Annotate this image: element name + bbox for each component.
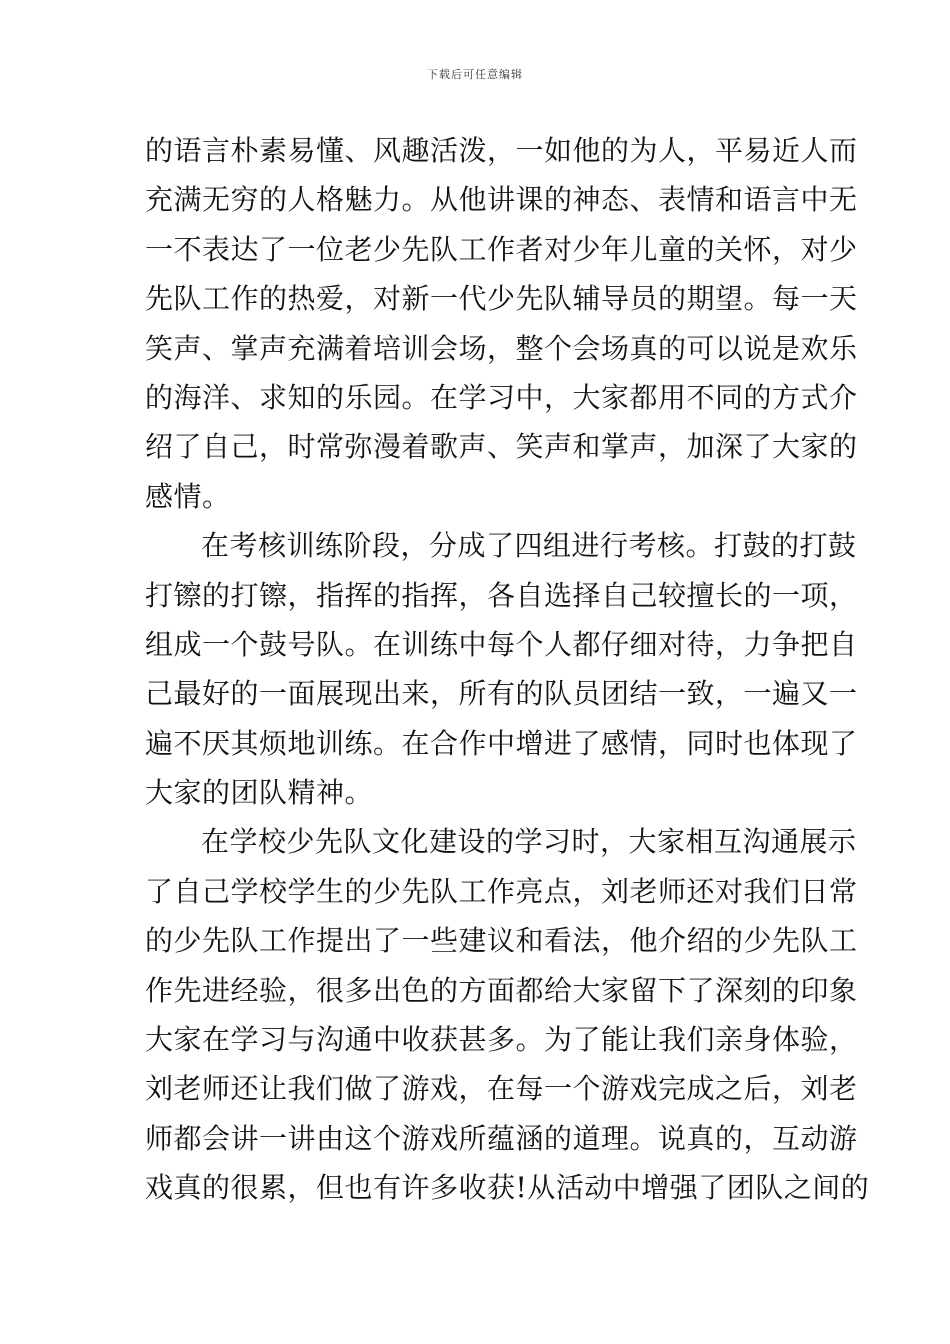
- text-line: 师都会讲一讲由这个游戏所蕴涵的道理。说真的，互动游: [145, 1121, 858, 1155]
- text-line: 了自己学校学生的少先队工作亮点，刘老师还对我们日常: [145, 874, 858, 908]
- text-line: 感情。: [145, 479, 231, 513]
- document-body: [145, 126, 870, 1213]
- paragraph-first-line: 在考核训练阶段，分成了四组进行考核。打鼓的打鼓: [201, 529, 857, 563]
- text-line: 大家的团队精神。: [145, 776, 374, 810]
- text-line: 作先进经验，很多出色的方面都给大家留下了深刻的印象: [145, 973, 858, 1007]
- text-line: 打镲的打镲，指挥的指挥，各自选择自己较擅长的一项，: [145, 578, 858, 612]
- text-line: 绍了自己，时常弥漫着歌声、笑声和掌声，加深了大家的: [145, 430, 858, 464]
- text-line: 的语言朴素易懂、风趣活泼，一如他的为人，平易近人而: [145, 134, 858, 167]
- text-line: 先队工作的热爱，对新一代少先队辅导员的期望。每一天: [145, 282, 858, 316]
- text-line: 组成一个鼓号队。在训练中每个人都仔细对待，力争把自: [145, 627, 858, 661]
- text-line: 己最好的一面展现出来，所有的队员团结一致，一遍又一: [145, 677, 858, 711]
- header-note: 下载后可任意编辑: [427, 68, 523, 81]
- text-line: 笑声、掌声充满着培训会场，整个会场真的可以说是欢乐: [145, 331, 858, 365]
- paragraph-first-line: 在学校少先队文化建设的学习时，大家相互沟通展示: [201, 825, 857, 859]
- text-line: 刘老师还让我们做了游戏，在每一个游戏完成之后，刘老: [145, 1072, 858, 1106]
- text-line: 遍不厌其烦地训练。在合作中增进了感情，同时也体现了: [145, 726, 858, 760]
- text-line: 的海洋、求知的乐园。在学习中，大家都用不同的方式介: [145, 380, 858, 414]
- text-line: 大家在学习与沟通中收获甚多。为了能让我们亲身体验，: [145, 1023, 858, 1057]
- text-line: 戏真的很累，但也有许多收获!从活动中增强了团队之间的: [145, 1171, 870, 1205]
- text-line: 的少先队工作提出了一些建议和看法，他介绍的少先队工: [145, 924, 858, 958]
- text-line: 充满无穷的人格魅力。从他讲课的神态、表情和语言中无: [145, 183, 858, 217]
- text-line: 一不表达了一位老少先队工作者对少年儿童的关怀，对少: [145, 232, 858, 266]
